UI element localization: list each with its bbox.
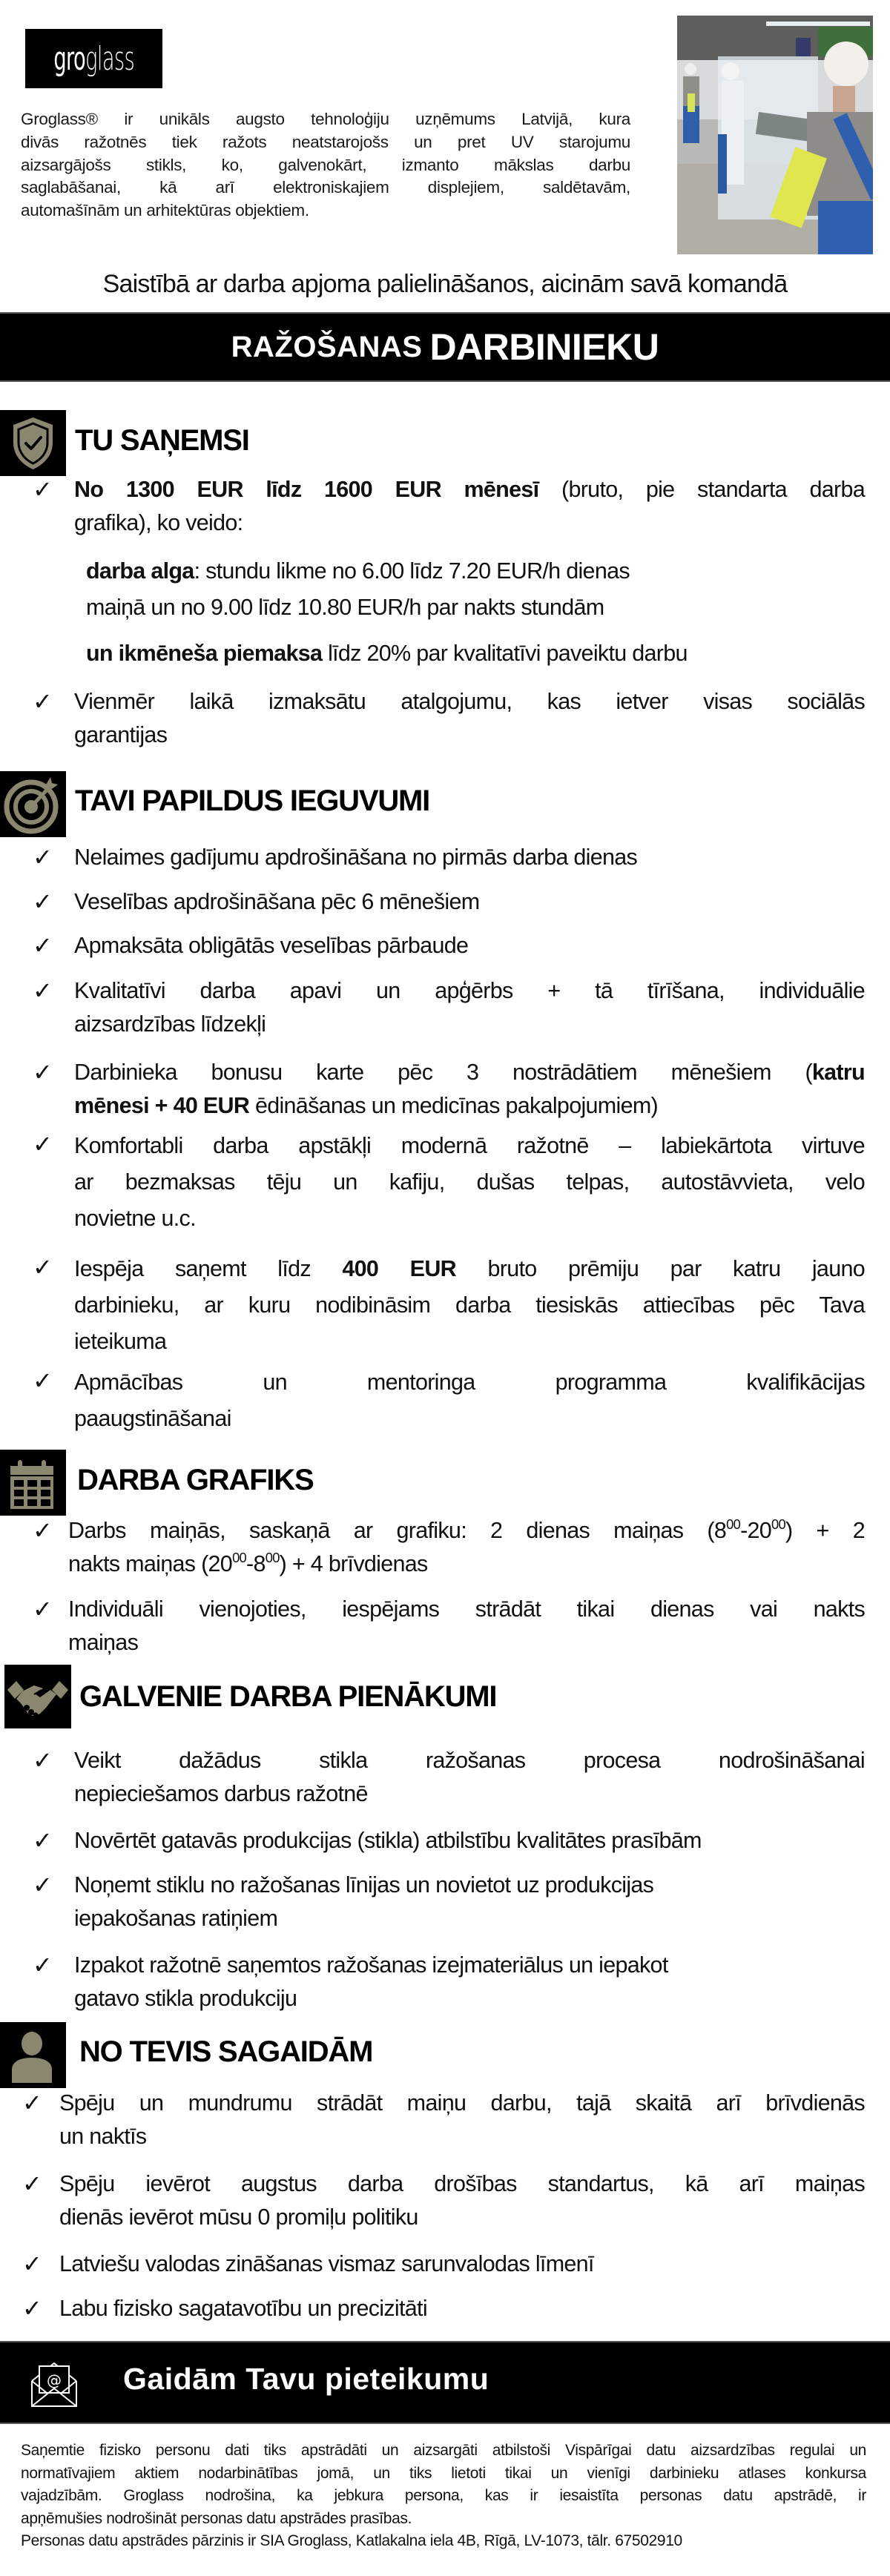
list-item bbox=[22, 2248, 865, 2281]
position-title-band bbox=[0, 312, 890, 382]
item-line: Spēju ievērot augstus darba drošības standartus, kā arī maiņas bbox=[59, 2171, 865, 2196]
invitation-tagline: Saistībā ar darba apjoma palielināšanos, aicinām savā komandā bbox=[102, 270, 788, 298]
list-item bbox=[33, 1949, 865, 2015]
check-icon: ✓ bbox=[33, 1058, 53, 1086]
handshake-icon bbox=[4, 1665, 71, 1728]
check-icon: ✓ bbox=[33, 1130, 53, 1158]
item-line: ar bezmaksas tēju un kafiju, dušas telpas, autostāvvieta, velo bbox=[74, 1169, 865, 1195]
list-item bbox=[33, 1593, 865, 1659]
check-icon: ✓ bbox=[33, 1951, 53, 1979]
item-line: paaugstināšanai bbox=[74, 1406, 231, 1431]
item-highlight: mēnesi + 40 EUR bbox=[74, 1093, 250, 1118]
item-line: Apmācības un mentoringa programma kvalifikācijas bbox=[74, 1370, 865, 1395]
check-icon: ✓ bbox=[22, 2250, 42, 2278]
list-item bbox=[33, 473, 865, 540]
item-line: Veselības apdrošināšana pēc 6 mēnešiem bbox=[74, 889, 480, 914]
item-line: Novērtēt gatavās produkcijas (stikla) atbilstību kvalitātes prasībām bbox=[74, 1828, 702, 1853]
time-sup: 00 bbox=[726, 1516, 741, 1532]
list-item bbox=[33, 974, 865, 1041]
check-icon: ✓ bbox=[33, 475, 53, 503]
item-line: garantijas bbox=[74, 722, 168, 747]
section-title-expect: NO TEVIS SAGAIDĀM bbox=[79, 2035, 373, 2068]
svg-text:@: @ bbox=[47, 2371, 62, 2389]
item-line: Nelaimes gadījumu apdrošināšana no pirmās darba dienas bbox=[74, 845, 638, 870]
gdpr-line: apņēmušies nodrošināt personas datu apstrādes prasības. bbox=[21, 2509, 412, 2527]
item-line: novietne u.c. bbox=[74, 1206, 196, 1231]
shift-text: ) + 2 bbox=[785, 1518, 866, 1543]
item-line: Iespēja saņemt līdz bbox=[74, 1256, 343, 1281]
apply-cta-label[interactable]: Gaidām Tavu pieteikumu bbox=[123, 2362, 490, 2396]
item-line: Latviešu valodas zināšanas vismaz sarunvalodas līmenī bbox=[59, 2251, 594, 2276]
intro-line: automašīnām un arhitektūras objektiem. bbox=[21, 201, 309, 220]
gdpr-line: vajadzībām. Groglass nodrošina, ka jebkura persona, kas ir iesaistīta personas datu apstrādē, ir bbox=[21, 2487, 866, 2504]
item-line: Komfortabli darba apstākļi modernā ražotnē – labiekārtota virtuve bbox=[74, 1133, 865, 1158]
item-highlight: 400 EUR bbox=[342, 1256, 456, 1281]
shift-text: nakts maiņas (20 bbox=[68, 1551, 233, 1576]
item-line: Veikt dažādus stikla ražošanas procesa nodrošināšanai bbox=[74, 1748, 865, 1773]
check-icon: ✓ bbox=[22, 2170, 42, 2198]
list-item bbox=[33, 1869, 865, 1935]
salary-note-line2: grafika), ko veido: bbox=[74, 510, 243, 535]
list-item bbox=[22, 2292, 865, 2325]
check-icon: ✓ bbox=[22, 2294, 42, 2322]
item-line: maiņas bbox=[68, 1630, 139, 1655]
list-item bbox=[33, 1824, 865, 1857]
check-icon: ✓ bbox=[22, 2089, 42, 2117]
salary-note: (bruto, pie standarta darba bbox=[538, 477, 865, 502]
list-item bbox=[33, 1251, 865, 1362]
item-line: Izpakot ražotnē saņemtos ražošanas izejmateriālus un iepakot bbox=[74, 1952, 668, 1978]
wage-detail bbox=[86, 553, 630, 626]
list-item bbox=[33, 929, 865, 962]
shift-text: ) + 4 brīvdienas bbox=[279, 1551, 428, 1576]
list-item bbox=[33, 685, 865, 752]
list-item bbox=[33, 885, 865, 919]
bonus-text: līdz 20% par kvalitatīvi paveiktu darbu bbox=[322, 641, 688, 666]
item-line: Noņemt stiklu no ražošanas līnijas un novietot uz produkcijas bbox=[74, 1872, 654, 1898]
item-line: Spēju un mundrumu strādāt maiņu darbu, tajā skaitā arī brīvdienās bbox=[59, 2090, 865, 2116]
item-line: Vienmēr laikā izmaksātu atalgojumu, kas ietver visas sociālās bbox=[74, 689, 865, 714]
list-item bbox=[22, 2087, 865, 2153]
calendar-icon bbox=[0, 1450, 66, 1516]
time-sup: 00 bbox=[232, 1550, 246, 1565]
shield-check-icon bbox=[0, 410, 66, 476]
gdpr-line: Saņemtie fizisko personu dati tiks apstrādāti un aizsargāti atbilstoši Vispārīgai datu aizsardzības regulai un bbox=[21, 2442, 866, 2459]
check-icon: ✓ bbox=[33, 1746, 53, 1774]
check-icon: ✓ bbox=[33, 1253, 53, 1281]
factory-photo bbox=[677, 16, 873, 254]
logo-wordmark: groglass bbox=[53, 39, 134, 78]
time-sup: 00 bbox=[265, 1550, 280, 1565]
check-icon: ✓ bbox=[33, 1516, 53, 1545]
intro-line: saglabāšanai, kā arī elektroniskajiem displejiem, saldētavām, bbox=[21, 178, 630, 197]
groglass-logo bbox=[25, 29, 162, 88]
item-line: Kvalitatīvi darba apavi un apģērbs + tā tīrīšana, individuālie bbox=[74, 978, 865, 1003]
apply-cta-band[interactable] bbox=[0, 2341, 890, 2424]
item-line: aizsardzības līdzekļi bbox=[74, 1011, 266, 1037]
item-line: Darbinieka bonusu karte pēc 3 nostrādātiem mēnešiem ( bbox=[74, 1060, 812, 1085]
list-item bbox=[33, 1128, 865, 1231]
list-item bbox=[22, 2167, 865, 2234]
check-icon: ✓ bbox=[33, 931, 53, 960]
item-line: ēdināšanas un medicīnas pakalpojumiem) bbox=[249, 1093, 659, 1118]
item-highlight: katru bbox=[811, 1060, 865, 1085]
salary-range: No 1300 EUR līdz 1600 EUR mēnesī bbox=[74, 477, 539, 502]
wage-rate-day: : stundu likme no 6.00 līdz 7.20 EUR/h dienas bbox=[194, 558, 630, 584]
item-line: un naktīs bbox=[59, 2124, 147, 2149]
item-line: Labu fizisko sagatavotību un precizitāti bbox=[59, 2296, 427, 2321]
check-icon: ✓ bbox=[33, 1367, 53, 1395]
envelope-at-icon bbox=[30, 2354, 78, 2408]
check-icon: ✓ bbox=[33, 1826, 53, 1855]
person-icon bbox=[0, 2022, 66, 2088]
item-line: iepakošanas ratiņiem bbox=[74, 1906, 278, 1931]
item-line: dienās ievērot mūsu 0 promiļu politiku bbox=[59, 2205, 418, 2230]
wage-rate-night: maiņā un no 9.00 līdz 10.80 EUR/h par nakts stundām bbox=[86, 595, 604, 620]
factory-photo-illustration bbox=[677, 16, 873, 254]
shift-text: -20 bbox=[740, 1518, 772, 1543]
bonus-label: un ikmēneša piemaksa bbox=[86, 641, 323, 666]
item-line: darbinieku, ar kuru nodibināsim darba tiesiskās attiecības pēc Tava bbox=[74, 1292, 865, 1318]
check-icon: ✓ bbox=[33, 1595, 53, 1623]
item-line: ieteikuma bbox=[74, 1329, 167, 1354]
bonus-detail bbox=[86, 635, 688, 672]
list-item bbox=[33, 1744, 865, 1811]
shift-text: -8 bbox=[246, 1551, 266, 1576]
item-line: nepieciešamos darbus ražotnē bbox=[74, 1781, 368, 1806]
company-intro bbox=[21, 108, 630, 222]
section-title-schedule: DARBA GRAFIKS bbox=[77, 1464, 314, 1496]
target-icon bbox=[0, 771, 66, 837]
list-item bbox=[33, 1056, 865, 1123]
list-item bbox=[33, 1364, 865, 1439]
intro-line: aizsargājošs stikls, ko, galvenokārt, izmanto mākslas darbu bbox=[21, 155, 630, 174]
item-line: gatavo stikla produkciju bbox=[74, 1986, 297, 2011]
section-title-you-get: TU SAŅEMSI bbox=[75, 424, 249, 457]
check-icon: ✓ bbox=[33, 843, 53, 871]
list-item bbox=[33, 1514, 865, 1581]
position-title-part2: DARBINIEKU bbox=[429, 326, 659, 368]
time-sup: 00 bbox=[771, 1516, 785, 1532]
shift-text: Darbs maiņās, saskaņā ar grafiku: 2 dienas maiņas (8 bbox=[68, 1518, 727, 1543]
check-icon: ✓ bbox=[33, 687, 53, 716]
list-item bbox=[33, 841, 865, 874]
check-icon: ✓ bbox=[33, 977, 53, 1005]
wage-label: darba alga bbox=[86, 558, 194, 584]
intro-line: Groglass® ir unikāls augsto tehnoloģiju uzņēmums Latvijā, kura bbox=[21, 110, 630, 128]
section-title-duties: GALVENIE DARBA PIENĀKUMI bbox=[79, 1680, 497, 1713]
position-title-part1: RAŽOŠANAS bbox=[231, 330, 423, 363]
check-icon: ✓ bbox=[33, 1871, 53, 1899]
item-line: Apmaksāta obligātās veselības pārbaude bbox=[74, 933, 469, 958]
section-title-benefits: TAVI PAPILDUS IEGUVUMI bbox=[75, 785, 430, 817]
check-icon: ✓ bbox=[33, 888, 53, 916]
gdpr-line: normatīvajiem aktiem nodarbinātības jomā, un tiks lietoti tikai un vienīgi darbinieku atlases konkursa bbox=[21, 2464, 866, 2482]
data-controller-info: Personas datu apstrādes pārzinis ir SIA Groglass, Katlakalna iela 4B, Rīgā, LV-1073, tālr. 67502910 bbox=[21, 2532, 682, 2549]
item-line: Individuāli vienojoties, iespējams strādāt tikai dienas vai nakts bbox=[68, 1596, 865, 1622]
gdpr-notice bbox=[21, 2440, 866, 2553]
intro-line: divās ražotnēs tiek ražots neatstarojošs un pret UV starojumu bbox=[21, 132, 630, 151]
item-line: bruto prēmiju par katru jauno bbox=[455, 1256, 865, 1281]
